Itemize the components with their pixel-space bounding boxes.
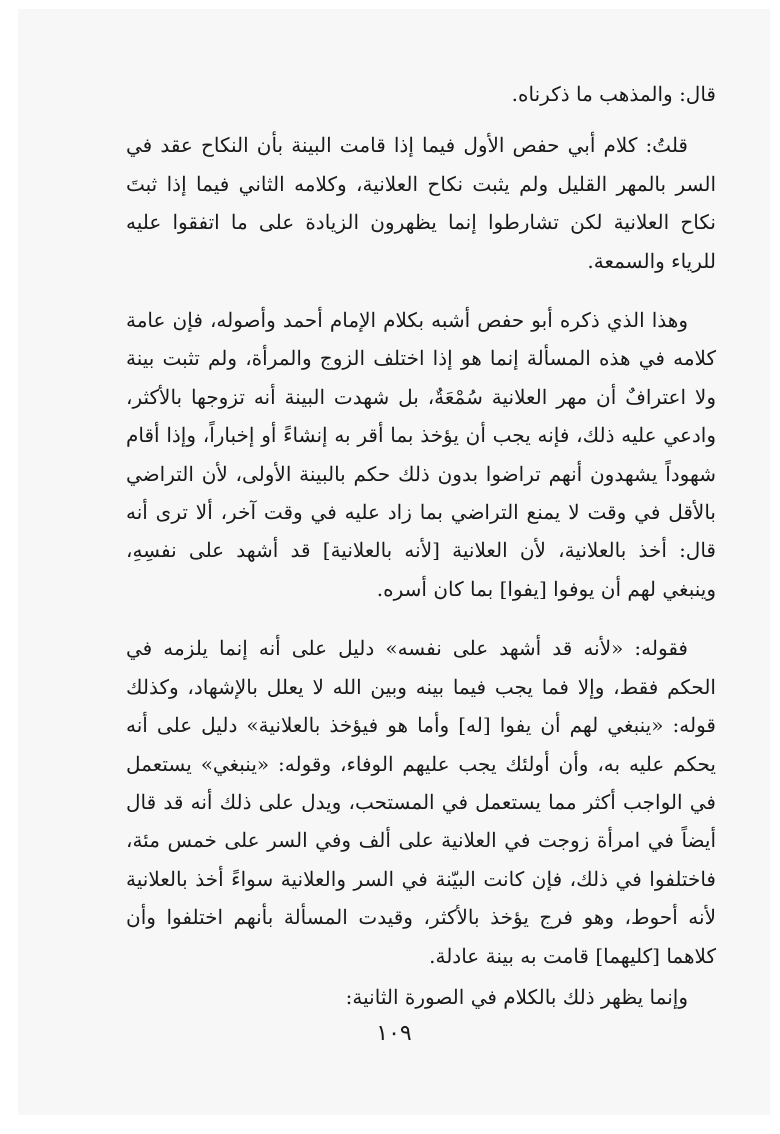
body-text [126, 75, 716, 1016]
paragraph: فقوله: «لأنه قد أشهد على نفسه» دليل على أنه إنما يلزمه في الحكم فقط، وإلا فما يجب فيما بينه وبين الله لا يعلل بالإشهاد، وكذلك قوله: «ينبغي لهم أن يفوا [له] وأما هو فيؤخذ بالعلانية» دليل على أنه يحكم عليه به، وأن أولئك يجب عليهم الوفاء، وقوله: «ينبغي» يستعمل في الواجب أكثر مما يستعمل في المستحب، ويدل على ذلك أنه قد قال أيضاً في امرأة زوجت في العلانية على ألف وفي السر على خمس مئة، فاختلفوا في ذلك، فإن كانت البيّنة في السر والعلانية سواءً أخذ بالعلانية لأنه أحوط، وهو فرج يؤخذ بالأكثر، وقيدت المسألة بأنهم اختلفوا وأن كلاهما [كليهما] قامت به بينة عادلة. [126, 636, 716, 968]
page-number: ١٠٩ [376, 1021, 412, 1046]
paragraph: قلتُ: كلام أبي حفص الأول فيما إذا قامت البينة بأن النكاح عقد في السر بالمهر القليل ولم يثبت نكاح العلانية، وكلامه الثاني فيما إذا ثبتَ نكاح العلانية لكن تشارطوا إنما يظهرون الزيادة على ما اتفقوا عليه للرياء والسمعة. [126, 133, 716, 273]
paragraph: وإنما يظهر ذلك بالكلام في الصورة الثانية: [345, 984, 688, 1009]
paragraph: قال: والمذهب ما ذكرناه. [511, 82, 716, 106]
paragraph: وهذا الذي ذكره أبو حفص أشبه بكلام الإمام أحمد وأصوله، فإن عامة كلامه في هذه المسألة إنما هو إذا اختلف الزوج والمرأة، ولم تثبت بينة ولا اعترافٌ أن مهر العلانية سُمْعَةٌ، بل شهدت البينة أنه تزوجها بالأكثر، وادعي عليه ذلك، فإنه يجب أن يؤخذ بما أقر به إنشاءً أو إخباراً، وإذا أقام شهوداً يشهدون أنهم تراضوا بدون ذلك حكم بالبينة الأولى، لأن التراضي بالأقل في وقت لا يمنع التراضي بما زاد عليه في وقت آخر، ألا ترى أنه قال: أخذ بالعلانية، لأن العلانية [لأنه بالعلانية] قد أشهد على نفسِهِ، وينبغي لهم أن يوفوا [يفوا] بما كان أسره. [126, 308, 716, 601]
book-page [18, 9, 770, 1115]
